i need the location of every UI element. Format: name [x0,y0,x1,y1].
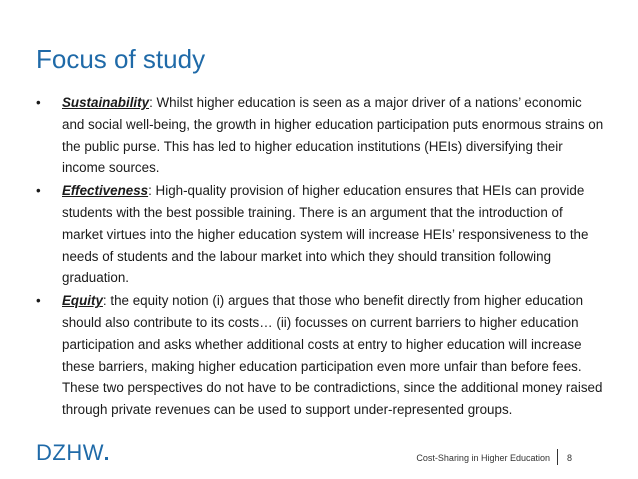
bullet-sustainability [36,92,606,179]
bullet-marker: • [36,95,41,110]
bullet-marker: • [36,293,41,309]
slide-footer [0,440,638,479]
bullet-text: : the equity notion (i) argues that those who benefit directly from higher education should also contribute to its costs… (ii) focusses on current barriers to higher education participation and asks whether additional costs at entry to higher education will increase these barriers, making higher education participation even more unfair than before fees. These two perspectives do not have to be contradictions, since the additional money raised through private revenues can be used to support under-represented groups. [62,293,603,418]
bullet-term: Equity [62,293,103,309]
bullet-effectiveness [36,180,606,289]
dzhw-logo [36,440,108,466]
bullet-text: : High-quality provision of higher education ensures that HEIs can provide students with the best possible training. There is an argument that the introduction of market virtues into the higher education system will increase HEIs’ responsiveness to the needs of students and the labour market into which they should transition following graduation. [62,183,589,286]
bullet-term: Effectiveness [62,183,149,199]
bullet-equity [36,290,606,421]
slide-title: Focus of study [36,44,206,74]
bullet-list [36,92,606,422]
logo-dot-icon [105,457,108,460]
page-number: 8 [567,453,573,463]
bullet-text: : Whilst higher education is seen as a major driver of a nations’ economic and social well-being, the growth in higher education participation puts enormous strains on the public purse. This has led to higher education institutions (HEIs) diversifying their income sources. [62,95,604,176]
footer-title: Cost-Sharing in Higher Education [416,453,550,463]
footer-divider [557,449,558,465]
logo-text: DZHW [36,440,104,465]
bullet-marker: • [36,183,41,199]
bullet-term: Sustainability [62,95,150,110]
